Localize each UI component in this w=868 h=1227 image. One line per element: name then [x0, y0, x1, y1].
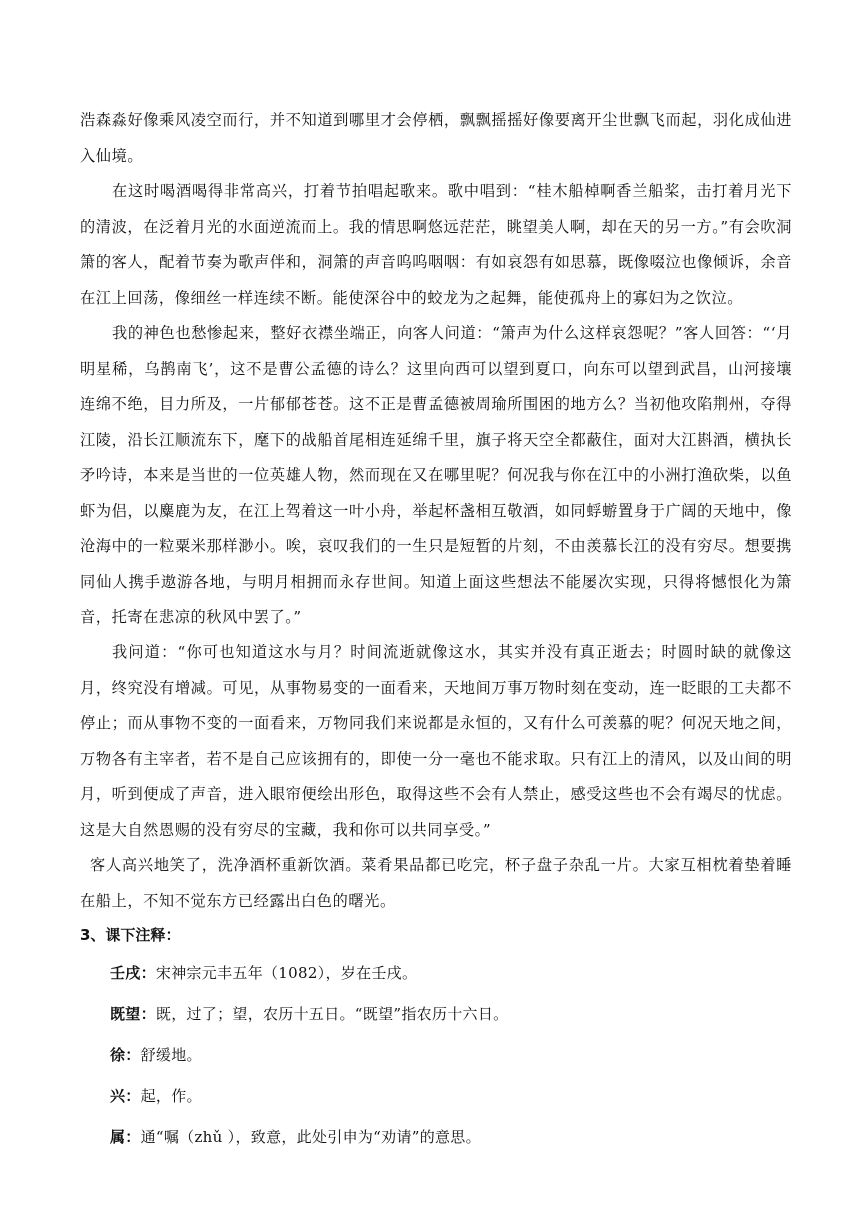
paragraph-2: 在这时喝酒喝得非常高兴，打着节拍唱起歌来。歌中唱到：“桂木船棹啊香兰船桨，击打着月光下的清波，在泛着月光的水面逆流而上。我的情思啊悠远茫茫，眺望美人啊，却在天的另一方。”有会吹洞箫的客人，配着节奏为歌声伴和，洞箫的声音呜呜咽咽：有如哀怨有如思慕，既像啜泣也像倾诉，余音在江上回荡，像细丝一样连续不断。能使深谷中的蛟龙为之起舞，能使孤舟上的寡妇为之饮泣。 [80, 182, 792, 307]
note-term: 壬戌： [110, 964, 156, 982]
note-term: 兴： [110, 1087, 141, 1105]
paragraph-4: 我问道：“你可也知道这水与月？时间流逝就像这水，其实并没有真正逝去；时圆时缺的就像这月，终究没有增减。可见，从事物易变的一面看来，天地间万事万物时刻在变动，连一眨眼的工夫都不停止；而从事物不变的一面看来，万物同我们来说都是永恒的，又有什么可羡慕的呢？何况天地之间，万物各有主宰者，若不是自己应该拥有的，即使一分一毫也不能求取。只有江上的清风，以及山间的明月，听到便成了声音，进入眼帘便绘出形色，取得这些不会有人禁止，感受这些也不会有竭尽的忧虑。这是大自然恩赐的没有穷尽的宝藏，我和你可以共同享受。” [80, 643, 792, 839]
note-item [110, 958, 790, 988]
note-text: 通“嘱（zhǔ ），致意，此处引申为“劝请”的意思。 [140, 1128, 481, 1146]
paragraph-1: 浩森淼好像乘风凌空而行，并不知道到哪里才会停栖，飘飘摇摇好像要离开尘世飘飞而起，羽化成仙进入仙境。 [80, 111, 792, 165]
paragraph-3: 我的神色也愁惨起来，整好衣襟坐端正，向客人问道：“箫声为什么这样哀怨呢？”客人回答：“‘月明星稀，乌鹊南飞’，这不是曹公孟德的诗么？这里向西可以望到夏口，向东可以望到武昌，山河接壤连绵不绝，目力所及，一片郁郁苍苍。这不正是曹孟德被周瑜所围困的地方么？当初他攻陷荆州，夺得江陵，沿长江顺流东下，麾下的战船首尾相连延绵千里，旗子将天空全都蔽住，面对大江斟酒，横执长矛吟诗，本来是当世的一位英雄人物，然而现在又在哪里呢？何况我与你在江中的小洲打渔砍柴，以鱼虾为侣，以麋鹿为友，在江上驾着这一叶小舟，举起杯盏相互敬酒，如同蜉蝣置身于广阔的天地中，像沧海中的一粒粟米那样渺小。唉，哀叹我们的一生只是短暂的片刻，不由羡慕长江的没有穷尽。想要携同仙人携手遨游各地，与明月相拥而永存世间。知道上面这些想法不能屡次实现，只得将憾恨化为箫音，托寄在悲凉的秋风中罢了。” [80, 324, 792, 626]
note-text: 起，作。 [140, 1087, 202, 1105]
note-term: 既望： [110, 1005, 156, 1023]
section-heading-notes: 3、课下注释： [80, 926, 181, 944]
note-item [110, 1122, 790, 1152]
note-term: 徐： [110, 1046, 141, 1064]
paragraph-5: 客人高兴地笑了，洗净酒杯重新饮酒。菜肴果品都已吃完，杯子盘子杂乱一片。大家互相枕着垫着睡在船上，不知不觉东方已经露出白色的曙光。 [80, 856, 792, 910]
note-text: 宋神宗元丰五年（1082），岁在壬戌。 [155, 964, 418, 982]
note-text: 既，过了；望，农历十五日。“既望”指农历十六日。 [155, 1005, 509, 1023]
note-item [110, 1040, 790, 1070]
note-text: 舒缓地。 [140, 1046, 202, 1064]
note-item [110, 999, 790, 1029]
note-term: 属： [110, 1128, 141, 1146]
note-item [110, 1081, 790, 1111]
